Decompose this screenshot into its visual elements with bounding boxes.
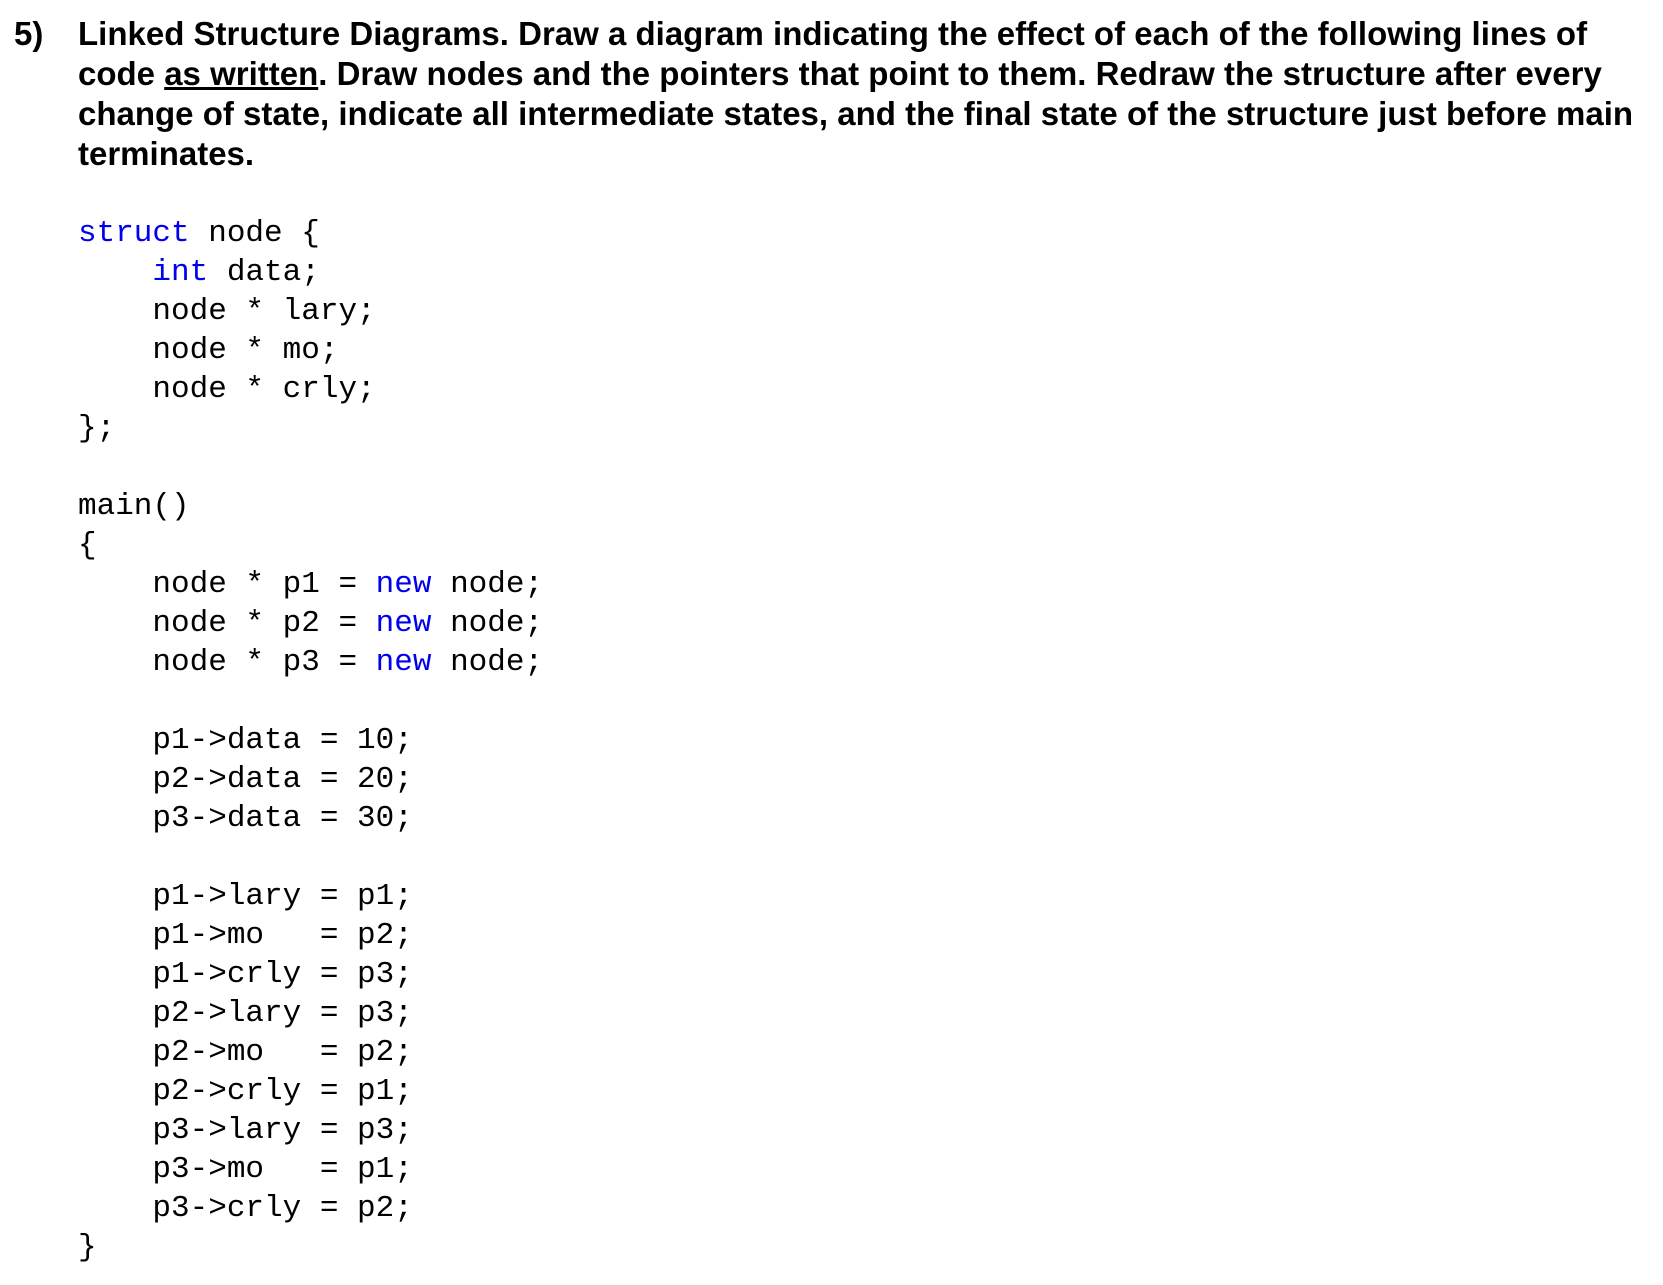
code-blank-line bbox=[78, 838, 543, 877]
code-line bbox=[78, 994, 543, 1033]
code-keyword: struct bbox=[78, 216, 190, 251]
code-line bbox=[78, 1072, 543, 1111]
code-text: p2->data = 20; bbox=[78, 762, 413, 797]
code-text: p3->data = 30; bbox=[78, 801, 413, 836]
code-line bbox=[78, 643, 543, 682]
code-text: p3->crly = p2; bbox=[78, 1191, 413, 1226]
code-line bbox=[78, 916, 543, 955]
code-text: p1->lary = p1; bbox=[78, 879, 413, 914]
code-text: main() bbox=[78, 489, 190, 524]
code-line bbox=[78, 214, 543, 253]
code-line bbox=[78, 1150, 543, 1189]
code-text: node; bbox=[431, 606, 544, 641]
code-line bbox=[78, 409, 543, 448]
code-keyword: new bbox=[375, 606, 432, 641]
code-text: p2->lary = p3; bbox=[78, 996, 413, 1031]
code-line bbox=[78, 331, 543, 370]
code-line bbox=[78, 1111, 543, 1150]
code-text: data; bbox=[208, 255, 320, 290]
code-keyword: new bbox=[375, 645, 432, 680]
code-line bbox=[78, 253, 543, 292]
code-line bbox=[78, 721, 543, 760]
code-line bbox=[78, 955, 543, 994]
code-keyword: int bbox=[152, 255, 209, 290]
code-line bbox=[78, 1033, 543, 1072]
code-text: { bbox=[78, 528, 97, 563]
code-line bbox=[78, 760, 543, 799]
code-text: node { bbox=[189, 216, 320, 251]
code-line bbox=[78, 565, 543, 604]
code-line bbox=[78, 1228, 543, 1267]
question-text bbox=[78, 14, 1638, 174]
code-text bbox=[78, 255, 152, 290]
code-blank-line bbox=[78, 682, 543, 721]
code-line bbox=[78, 292, 543, 331]
code-blank-line bbox=[78, 448, 543, 487]
code-text: p2->mo = p2; bbox=[78, 1035, 413, 1070]
code-text: p1->crly = p3; bbox=[78, 957, 413, 992]
code-line bbox=[78, 487, 543, 526]
code-text: } bbox=[78, 1230, 97, 1265]
code-line bbox=[78, 526, 543, 565]
question-text-intro: Linked Structure Diagrams. Draw a diagram indicating the effect of each of the following lines of code bbox=[78, 15, 1588, 92]
code-text: p2->crly = p1; bbox=[78, 1074, 413, 1109]
code-listing bbox=[78, 214, 543, 1267]
question-text-rest: . Draw nodes and the pointers that point to them. Redraw the structure after every change of state, indicate all intermediate states, and the final state of the structure just before main terminates. bbox=[78, 55, 1634, 172]
code-text: p1->data = 10; bbox=[78, 723, 413, 758]
code-line bbox=[78, 799, 543, 838]
code-text: node * p1 = bbox=[78, 567, 376, 602]
code-text: p1->mo = p2; bbox=[78, 918, 413, 953]
code-keyword: new bbox=[375, 567, 432, 602]
question-emphasis: as written bbox=[164, 55, 319, 92]
code-text: node * crly; bbox=[78, 372, 376, 407]
code-text: node; bbox=[431, 645, 544, 680]
code-line bbox=[78, 370, 543, 409]
code-text: node * mo; bbox=[78, 333, 339, 368]
code-text: node * p2 = bbox=[78, 606, 376, 641]
code-text: node * lary; bbox=[78, 294, 376, 329]
code-text: node * p3 = bbox=[78, 645, 376, 680]
code-line bbox=[78, 604, 543, 643]
code-text: }; bbox=[78, 411, 116, 446]
code-line bbox=[78, 1189, 543, 1228]
question-number: 5) bbox=[14, 15, 44, 52]
code-text: node; bbox=[431, 567, 544, 602]
code-text: p3->mo = p1; bbox=[78, 1152, 413, 1187]
code-text: p3->lary = p3; bbox=[78, 1113, 413, 1148]
code-line bbox=[78, 877, 543, 916]
